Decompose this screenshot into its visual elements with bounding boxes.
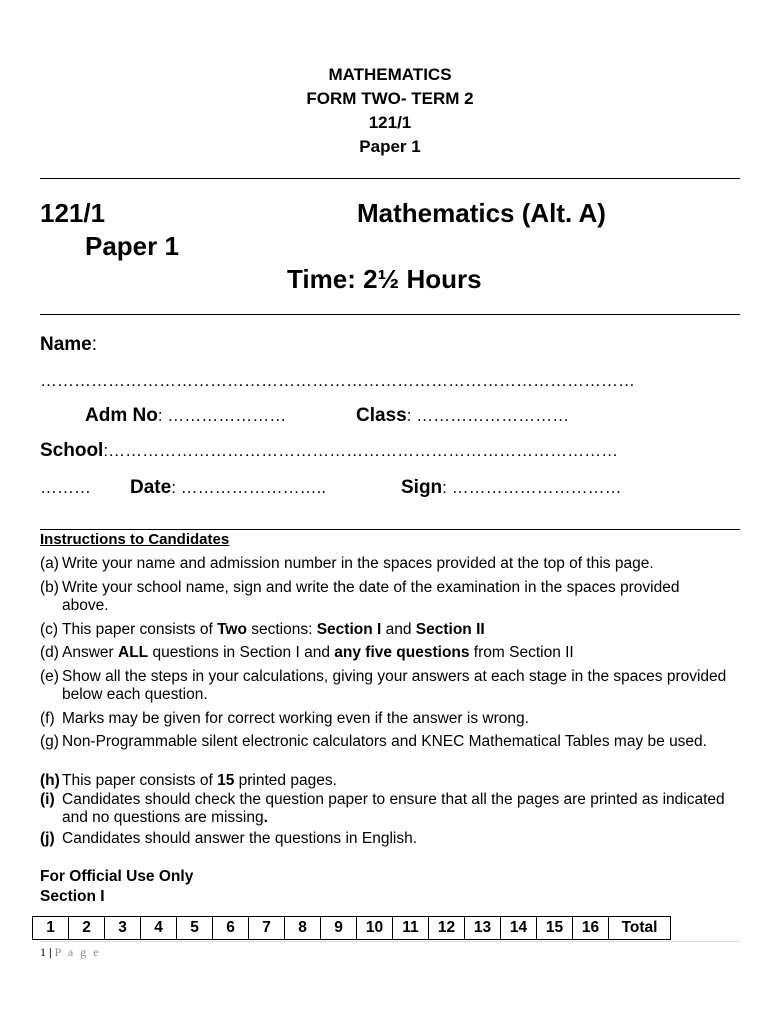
instruction-b-label: (b) bbox=[40, 579, 59, 596]
page-number: 1 bbox=[40, 945, 46, 959]
instruction-h-bold-pages: 15 bbox=[217, 772, 235, 789]
official-use-title: For Official Use Only bbox=[40, 868, 194, 885]
header-line-form: FORM TWO- TERM 2 bbox=[306, 89, 474, 108]
marks-cell-7: 7 bbox=[249, 917, 285, 940]
instruction-i-bold-period: . bbox=[263, 809, 268, 826]
sign-label: Sign bbox=[401, 477, 443, 498]
instruction-j-text: Candidates should answer the questions in English. bbox=[62, 830, 418, 847]
instruction-b-text: Write your school name, sign and write the date of the examination in the spaces provided above. bbox=[62, 579, 680, 614]
marks-cell-10: 10 bbox=[357, 917, 393, 940]
instruction-i-text: Candidates should check the question paper to ensure that all the pages are printed as indicated and no questions are missing bbox=[62, 791, 725, 826]
instruction-e-text: Show all the steps in your calculations, giving your answers at each stage in the spaces provided below each question. bbox=[62, 668, 727, 703]
instruction-d-text-3: from Section II bbox=[469, 644, 574, 661]
instruction-e-label: (e) bbox=[40, 668, 59, 685]
instruction-f-label: (f) bbox=[40, 710, 55, 727]
page-word: P a g e bbox=[54, 945, 101, 959]
instruction-i-label: (i) bbox=[40, 791, 55, 808]
class-label: Class bbox=[356, 405, 407, 426]
marks-cell-13: 13 bbox=[465, 917, 501, 940]
marks-cell-15: 15 bbox=[537, 917, 573, 940]
class-dots: : ……………………… bbox=[406, 406, 570, 425]
name-dots-line[interactable]: …………………………………………………………………………………………… bbox=[40, 371, 635, 390]
adm-no-label: Adm No bbox=[85, 405, 158, 426]
page-footer bbox=[40, 945, 101, 960]
marks-cell-1: 1 bbox=[33, 917, 69, 940]
marks-cell-2: 2 bbox=[69, 917, 105, 940]
marks-cell-9: 9 bbox=[321, 917, 357, 940]
name-label: Name bbox=[40, 334, 92, 355]
instruction-d-label: (d) bbox=[40, 644, 59, 661]
instruction-c-label: (c) bbox=[40, 621, 59, 638]
paper-number: Paper 1 bbox=[85, 231, 179, 261]
section-one-label: Section I bbox=[40, 888, 105, 905]
divider-title bbox=[40, 314, 740, 315]
marks-cell-8: 8 bbox=[285, 917, 321, 940]
instruction-c-bold-two: Two bbox=[217, 621, 247, 638]
instruction-d-bold-five: any five questions bbox=[334, 644, 470, 661]
sign-dots: : ………………………… bbox=[442, 478, 622, 497]
instruction-h-text-1: This paper consists of bbox=[62, 772, 218, 789]
adm-no-dots: : ………………… bbox=[157, 406, 287, 425]
marks-cell-4: 4 bbox=[141, 917, 177, 940]
marks-cell-11: 11 bbox=[393, 917, 429, 940]
instruction-a-text: Write your name and admission number in the spaces provided at the top of this page. bbox=[62, 555, 654, 572]
instruction-c-bold-section1: Section I bbox=[316, 621, 382, 638]
instruction-d-bold-all: ALL bbox=[118, 644, 149, 661]
divider-fields bbox=[40, 529, 740, 530]
name-colon: : bbox=[91, 334, 98, 355]
instruction-j-label: (j) bbox=[40, 830, 55, 847]
adm-no-field[interactable] bbox=[85, 405, 286, 427]
header-line-code: 121/1 bbox=[368, 113, 412, 132]
date-label: Date bbox=[130, 477, 172, 498]
instruction-a-label: (a) bbox=[40, 555, 59, 572]
page-separator: | bbox=[46, 945, 55, 959]
instruction-c-text-1: This paper consists of bbox=[62, 621, 218, 638]
date-dots: : …………………….. bbox=[171, 478, 327, 497]
marks-cell-6: 6 bbox=[213, 917, 249, 940]
instruction-c-text-2: sections: bbox=[246, 621, 317, 638]
instruction-c-text-3: and bbox=[381, 621, 416, 638]
footer-rule bbox=[40, 941, 740, 942]
school-dots-continued: ……… bbox=[40, 478, 91, 497]
instruction-f-text: Marks may be given for correct working even if the answer is wrong. bbox=[62, 710, 529, 727]
date-field[interactable] bbox=[130, 477, 326, 499]
paper-subject: Mathematics (Alt. A) bbox=[357, 198, 606, 228]
instruction-g-label: (g) bbox=[40, 733, 59, 750]
instructions-title: Instructions to Candidates bbox=[40, 531, 230, 548]
school-field[interactable] bbox=[40, 440, 618, 462]
sign-field[interactable] bbox=[401, 477, 622, 499]
instruction-g-text: Non-Programmable silent electronic calculators and KNEC Mathematical Tables may be used. bbox=[62, 733, 707, 750]
school-dots: :……………………………………………………………………………… bbox=[103, 441, 619, 460]
marks-cell-12: 12 bbox=[429, 917, 465, 940]
instruction-c-bold-section2: Section II bbox=[415, 621, 485, 638]
marks-header-row bbox=[33, 917, 671, 940]
marks-cell-16: 16 bbox=[573, 917, 609, 940]
marks-cell-3: 3 bbox=[105, 917, 141, 940]
marks-table bbox=[32, 916, 671, 940]
divider-top bbox=[40, 178, 740, 179]
marks-cell-total: Total bbox=[609, 917, 671, 940]
marks-cell-5: 5 bbox=[177, 917, 213, 940]
instruction-h-label: (h) bbox=[40, 772, 60, 789]
name-field[interactable] bbox=[40, 334, 97, 356]
header-line-subject: MATHEMATICS bbox=[328, 65, 452, 84]
instruction-h-text-2: printed pages. bbox=[234, 772, 337, 789]
paper-code: 121/1 bbox=[40, 198, 106, 228]
paper-time: Time: 2½ Hours bbox=[287, 264, 482, 294]
marks-cell-14: 14 bbox=[501, 917, 537, 940]
instruction-d-text-1: Answer bbox=[62, 644, 118, 661]
school-label: School bbox=[40, 440, 104, 461]
class-field[interactable] bbox=[356, 405, 569, 427]
instruction-d-text-2: questions in Section I and bbox=[148, 644, 335, 661]
header-line-paper: Paper 1 bbox=[359, 137, 421, 156]
